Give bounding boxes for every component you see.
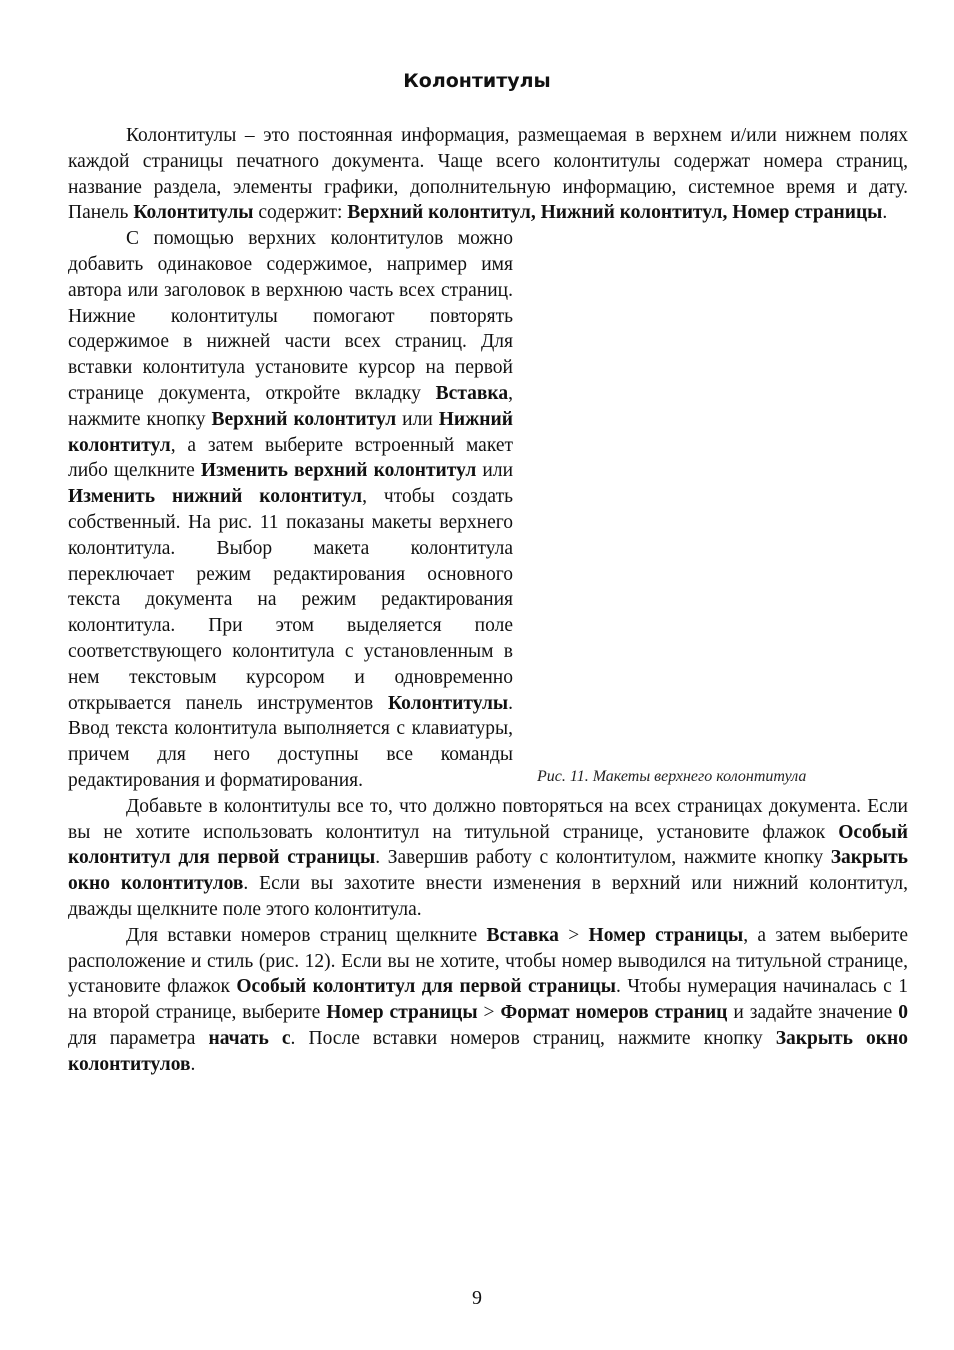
paragraph-first-page	[68, 794, 908, 923]
page-title: Колонтитулы	[403, 70, 551, 92]
text-run: , нажмите кнопку	[68, 382, 513, 430]
text-run: . Чтобы нумерация начиналась с 1 на второй странице, выберите	[68, 976, 908, 1024]
figure-11	[513, 230, 908, 791]
bold-term: Особый колонтитул для первой страницы	[68, 821, 908, 869]
bold-term: Формат номеров страниц	[500, 1002, 728, 1024]
bold-term: 0	[898, 1002, 909, 1024]
text-run: С помощью верхних колонтитулов можно добавить одинаковое содержимое, например имя автора или заголовок в верхнюю часть всех страниц. Нижние колонтитулы помогают повторять содержимое в нижней части всех страниц. Для вставки колонтитула установите курсор на первой странице документа, откройте вкладку	[68, 228, 513, 404]
text-run: , а затем выберите расположение и стиль (рис. 12). Если вы не хотите, чтобы номер выводился на титульной странице, установите флажок	[68, 924, 909, 998]
bold-term: Нижний колонтитул	[68, 408, 514, 456]
paragraph-page-numbers	[68, 923, 908, 1078]
text-run: >	[558, 924, 589, 946]
text-run: . Если вы захотите внести изменения в верхний или нижний колонтитул, дважды щелкните поле этого колонтитула.	[68, 873, 908, 920]
bold-term: Закрыть окно колонтитулов	[68, 1027, 908, 1075]
body-text	[68, 123, 908, 1077]
text-run: и задайте значение	[727, 1002, 899, 1024]
text-run: , а затем выберите встроенный макет либо щелкните	[68, 434, 513, 482]
text-run: Добавьте в колонтитулы все то, что должно повторяться на всех страницах документа. Если вы не хотите использовать колонтитул на титульной странице, установите флажок	[68, 795, 908, 843]
text-run: Колонтитулы – это постоянная информация, размещаемая в верхнем и/или нижнем полях каждой страницы печатного документа. Чаще всего колонтитулы содержат номера страниц, название раздела, элементы графики, дополнительную информацию, системное время и дату. Панель	[68, 125, 908, 224]
text-run: .	[882, 202, 888, 224]
bold-term: Верхний колонтитул	[211, 408, 397, 430]
bold-term: Изменить нижний колонтитул	[68, 486, 363, 508]
paragraph-intro	[68, 123, 908, 226]
text-run: , чтобы создать собственный. На рис. 11 показаны макеты верхнего колонтитула. Выбор макета колонтитула переключает режим редактирования основного текста документа на режим редактирования колонтитула. При этом выделяется поле соответствующего колонтитула с установленным в нем текстовым курсором и одновременно открывается панель инструментов	[68, 486, 513, 714]
bold-term: начать с	[208, 1027, 291, 1049]
figure-caption: Рис. 11. Макеты верхнего колонтитула	[537, 768, 807, 786]
text-run: содержит:	[253, 202, 348, 224]
text-run: для параметра	[68, 1027, 209, 1049]
text-run: . После вставки номеров страниц, нажмите кнопку	[290, 1027, 776, 1049]
bold-term: Колонтитулы	[133, 202, 254, 224]
bold-term: Вставка	[435, 382, 509, 404]
text-run: или	[476, 460, 514, 482]
text-run: >	[477, 1002, 501, 1024]
text-run: . Завершив работу с колонтитулом, нажмите кнопку	[375, 847, 831, 869]
page-number: 9	[472, 1287, 482, 1309]
bold-term: Вставка	[486, 924, 559, 946]
text-run: .	[190, 1053, 196, 1075]
bold-term: Номер страницы	[326, 1002, 478, 1024]
text-run: или	[396, 408, 439, 430]
text-run: Для вставки номеров страниц щелкните	[126, 924, 487, 946]
bold-term: Особый колонтитул для первой страницы	[236, 976, 617, 998]
bold-term: Верхний колонтитул, Нижний колонтитул, Номер страницы	[347, 202, 883, 224]
bold-term: Изменить верхний колонтитул	[200, 460, 477, 482]
text-run: . Ввод текста колонтитула выполняется с клавиатуры, причем для него доступны все команды редактирования и форматирования.	[68, 692, 513, 791]
bold-term: Закрыть окно колонтитулов	[68, 847, 908, 895]
bold-term: Колонтитулы	[387, 692, 509, 714]
bold-term: Номер страницы	[588, 924, 744, 946]
